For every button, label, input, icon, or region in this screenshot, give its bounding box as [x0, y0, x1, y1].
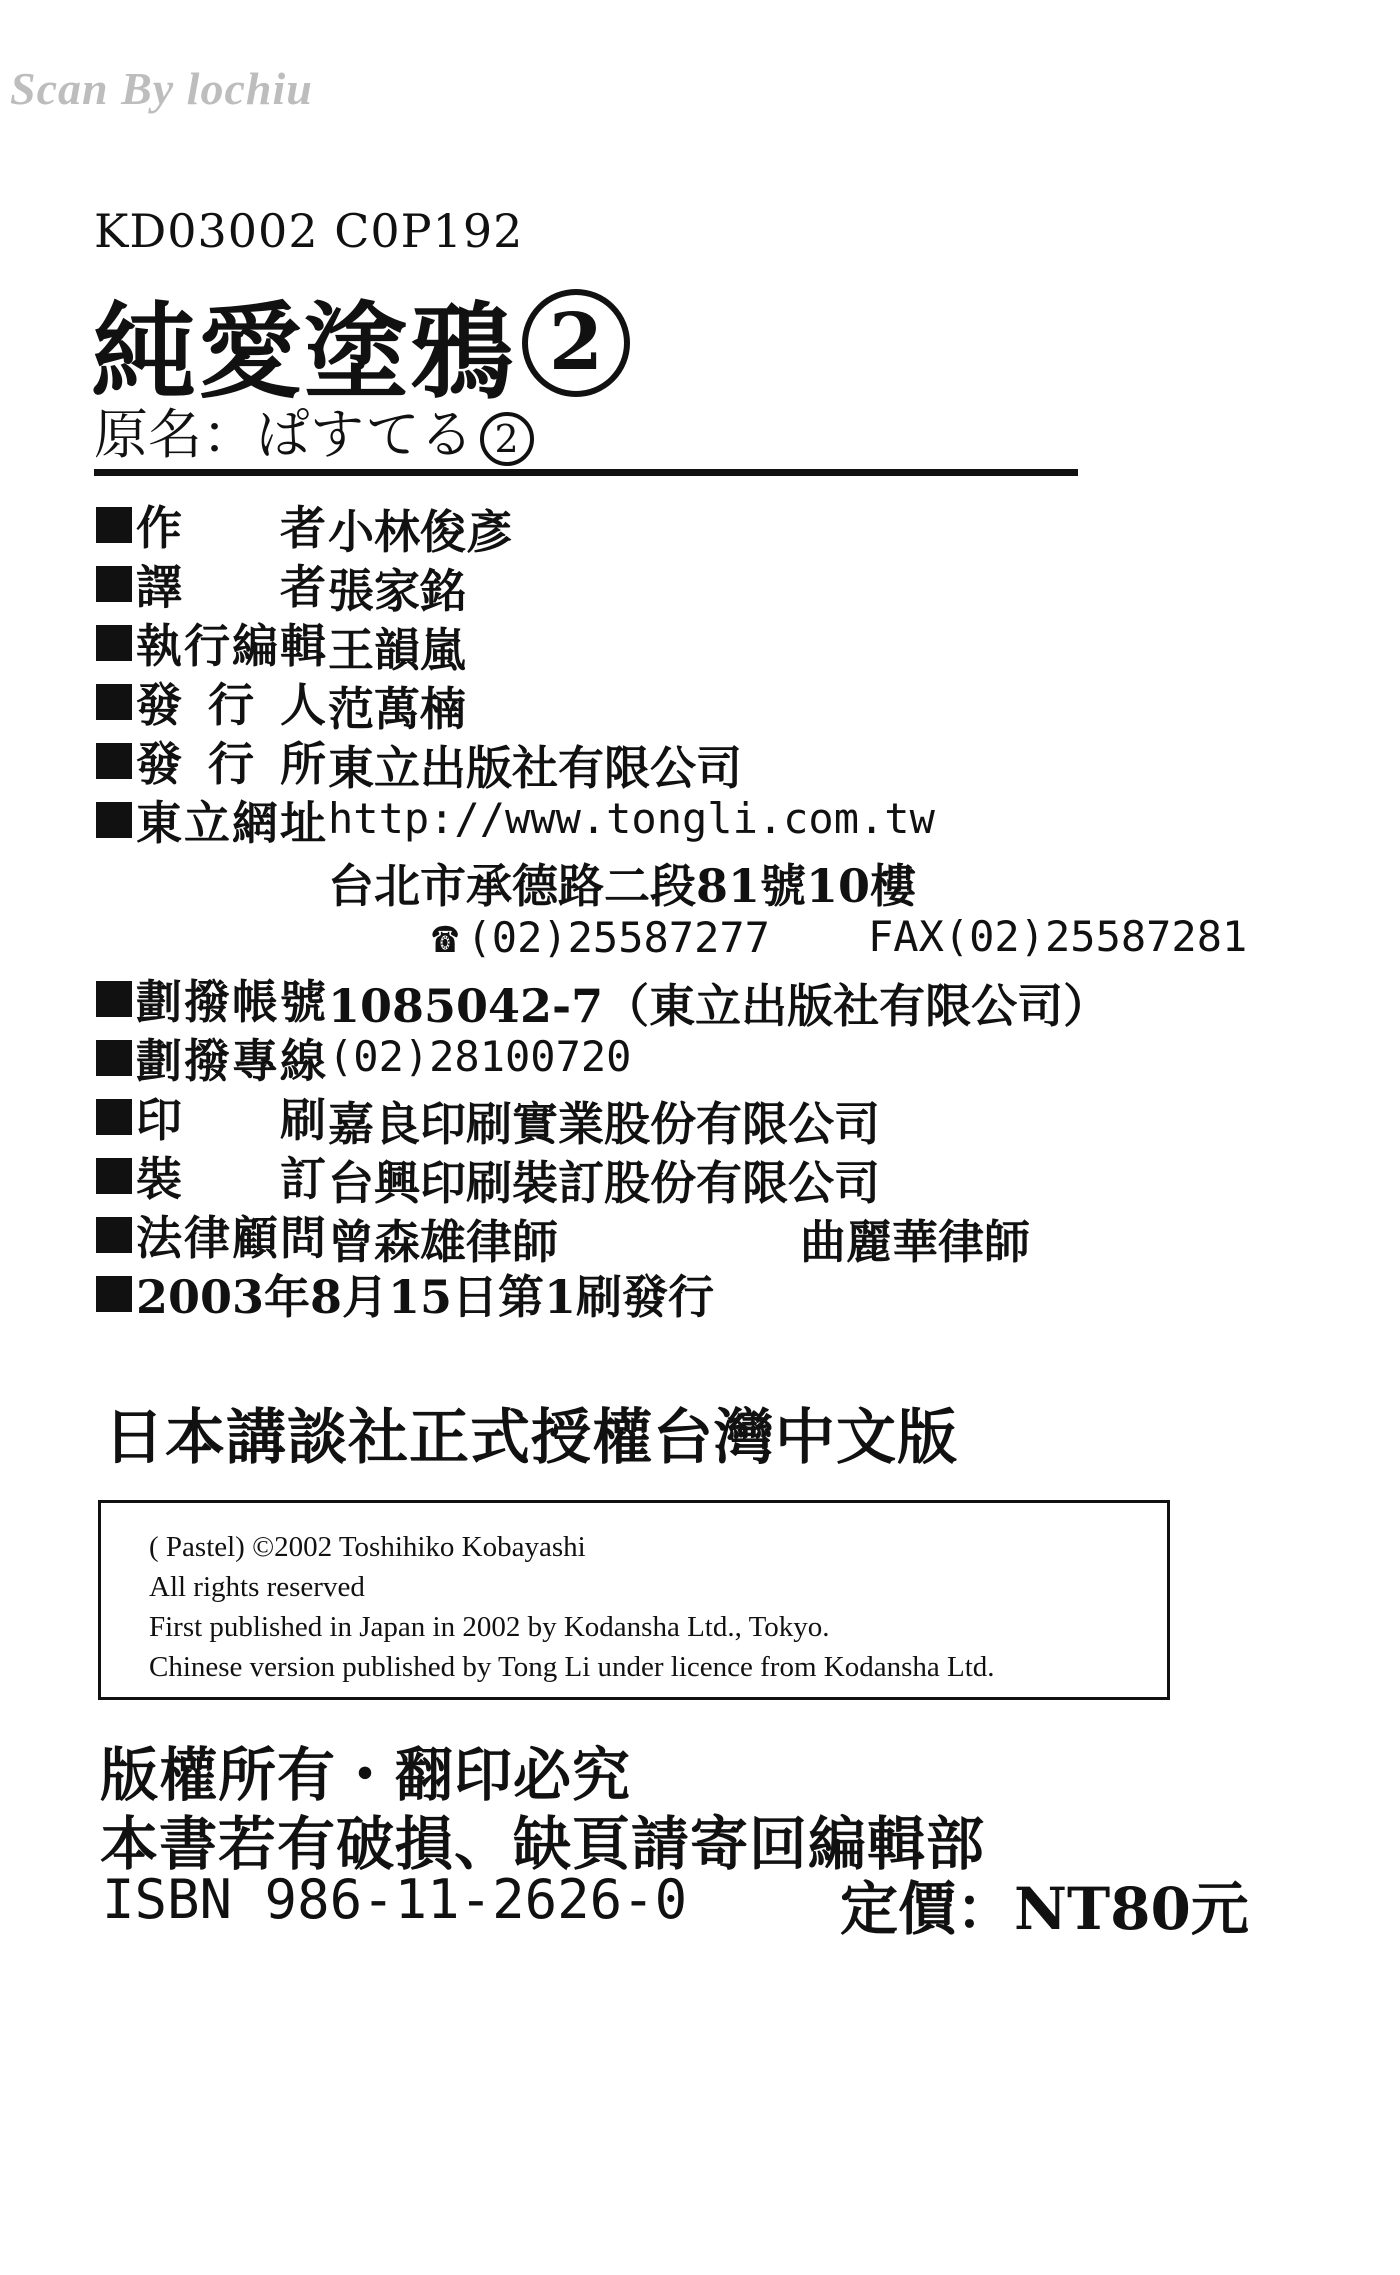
credit-translator-value: 張家銘 — [328, 564, 466, 618]
bullet-square — [96, 1276, 132, 1312]
copyright-line: All rights reserved — [149, 1571, 365, 1603]
address: 台北市承德路二段81號10樓 — [328, 859, 917, 913]
bullet-square — [96, 981, 132, 1017]
credit-publisher: 發 行 所 — [96, 732, 326, 790]
bullet-square — [96, 684, 132, 720]
credit-website: 東立網址 — [96, 791, 326, 849]
fax-number: FAX(02)25587281 — [868, 912, 1248, 961]
credit-legal-value-2: 曲麗華律師 — [800, 1215, 1030, 1269]
bullet-square — [96, 802, 132, 838]
credit-account-line-value: (02)28100720 — [328, 1032, 632, 1081]
phone-line — [432, 912, 770, 963]
scan-watermark: Scan By lochiu — [10, 63, 313, 114]
phone-number: (02)25587277 — [466, 913, 770, 962]
bullet-square — [96, 625, 132, 661]
book-title: 純愛塗鴉 — [92, 290, 517, 413]
credit-legal-value: 曾森雄律師 — [328, 1215, 558, 1269]
credit-translator: 譯 者 — [96, 555, 326, 613]
credit-binding: 裝 訂 — [96, 1147, 326, 1205]
original-volume-number: 2 — [480, 412, 534, 466]
isbn: ISBN 986-11-2626-0 — [102, 1868, 688, 1931]
credit-publisher-person: 發 行 人 — [96, 673, 326, 731]
credit-publisher-value: 東立出版社有限公司 — [328, 741, 742, 795]
original-title — [94, 392, 534, 469]
credit-account: 劃撥帳號 — [96, 970, 326, 1028]
credit-printer-value: 嘉良印刷實業股份有限公司 — [328, 1097, 880, 1151]
bullet-square — [96, 566, 132, 602]
bullet-square — [96, 507, 132, 543]
damage-notice: 本書若有破損、缺頁請寄回編輯部 — [100, 1810, 986, 1878]
credit-editor-value: 王韻嵐 — [328, 623, 466, 677]
credit-account-line: 劃撥專線 — [96, 1029, 326, 1087]
publish-date — [96, 1265, 714, 1323]
volume-number: 2 — [522, 289, 630, 397]
website-url[interactable]: http://www.tongli.com.tw — [328, 794, 935, 843]
bullet-square — [96, 1099, 132, 1135]
credit-account-value: 1085042-7（東立出版社有限公司） — [328, 979, 1110, 1033]
publish-date-text: 2003年8月15日第1刷發行 — [136, 1270, 715, 1324]
title-divider — [94, 469, 1078, 476]
title-row — [92, 268, 630, 413]
credit-author: 作 者 — [96, 496, 326, 554]
bullet-square — [96, 1158, 132, 1194]
credit-editor: 執行編輯 — [96, 614, 326, 672]
credit-printer: 印 刷 — [96, 1088, 326, 1146]
telephone-icon: ☎ — [432, 912, 459, 963]
bullet-square — [96, 743, 132, 779]
copyright-line: Chinese version published by Tong Li under licence from Kodansha Ltd. — [149, 1651, 995, 1683]
product-code: KD03002 C0P192 — [94, 204, 524, 258]
license-statement: 日本講談社正式授權台灣中文版 — [104, 1403, 958, 1473]
copyright-box — [98, 1500, 1170, 1700]
original-title-text: 原名：ぱすてる — [94, 403, 474, 466]
copyright-line: ( Pastel) ©2002 Toshihiko Kobayashi — [149, 1531, 586, 1563]
rights-reserved: 版權所有・翻印必究 — [100, 1741, 632, 1809]
credit-binding-value: 台興印刷裝訂股份有限公司 — [328, 1156, 880, 1210]
credit-publisher-person-value: 范萬楠 — [328, 682, 466, 736]
bullet-square — [96, 1217, 132, 1253]
copyright-line: First published in Japan in 2002 by Kodansha Ltd., Tokyo. — [149, 1611, 830, 1643]
credit-legal: 法律顧問 — [96, 1206, 326, 1264]
price: 定價：NT80元 — [840, 1875, 1249, 1943]
bullet-square — [96, 1040, 132, 1076]
credit-author-value: 小林俊彥 — [328, 505, 512, 559]
